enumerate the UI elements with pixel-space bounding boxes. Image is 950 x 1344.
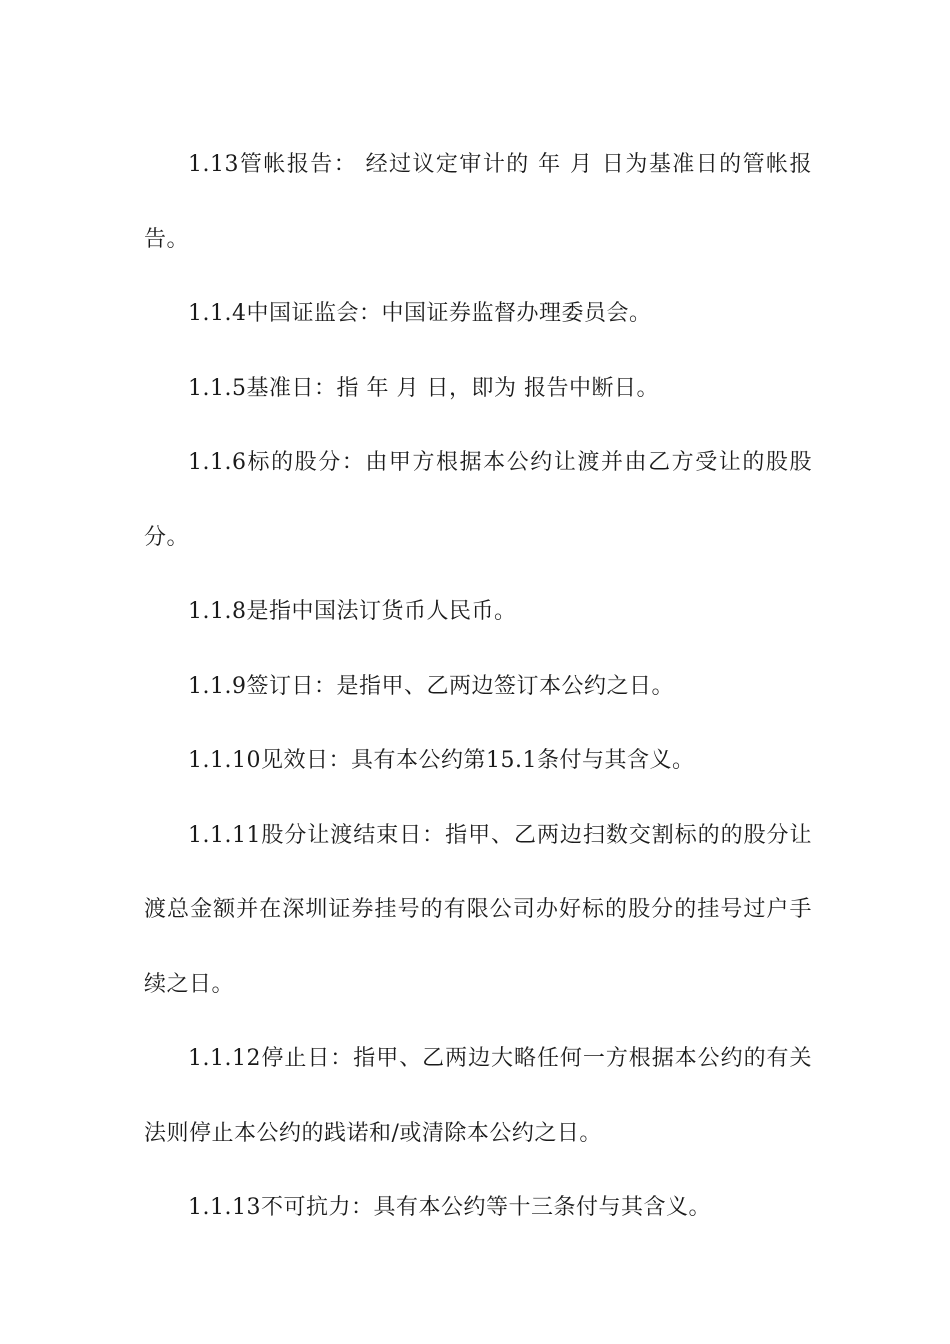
clause-termination-date: 1.1.12停止日：指甲、乙两边大略任何一方根据本公约的有关法则停止本公约的践诺和/或清除本公约之日。 [144, 1046, 812, 1146]
clause-transfer-completion-date: 1.1.11股分让渡结束日：指甲、乙两边扫数交割标的的股分让渡总金额并在深圳证券挂号的有限公司办好标的股分的挂号过户手续之日。 [144, 822, 812, 997]
clause-currency: 1.1.8是指中国法订货币人民币。 [188, 599, 517, 624]
clause-force-majeure: 1.1.13不可抗力：具有本公约等十三条付与其含义。 [188, 1195, 711, 1220]
document-body [144, 128, 812, 1246]
clause-accounting-report: 1.13管帐报告： 经过议定审计的 年 月 日为基准日的管帐报告。 [144, 152, 812, 252]
clause-target-shares: 1.1.6标的股分：由甲方根据本公约让渡并由乙方受让的股股分。 [144, 450, 812, 550]
clause-csrc: 1.1.4中国证监会：中国证券监督办理委员会。 [188, 301, 652, 326]
clause-base-date: 1.1.5基准日：指 年 月 日，即为 报告中断日。 [188, 375, 659, 401]
clause-signing-date: 1.1.9签订日：是指甲、乙两边签订本公约之日。 [188, 673, 674, 699]
clause-effective-date: 1.1.10见效日：具有本公约第15.1条付与其含义。 [188, 748, 695, 773]
